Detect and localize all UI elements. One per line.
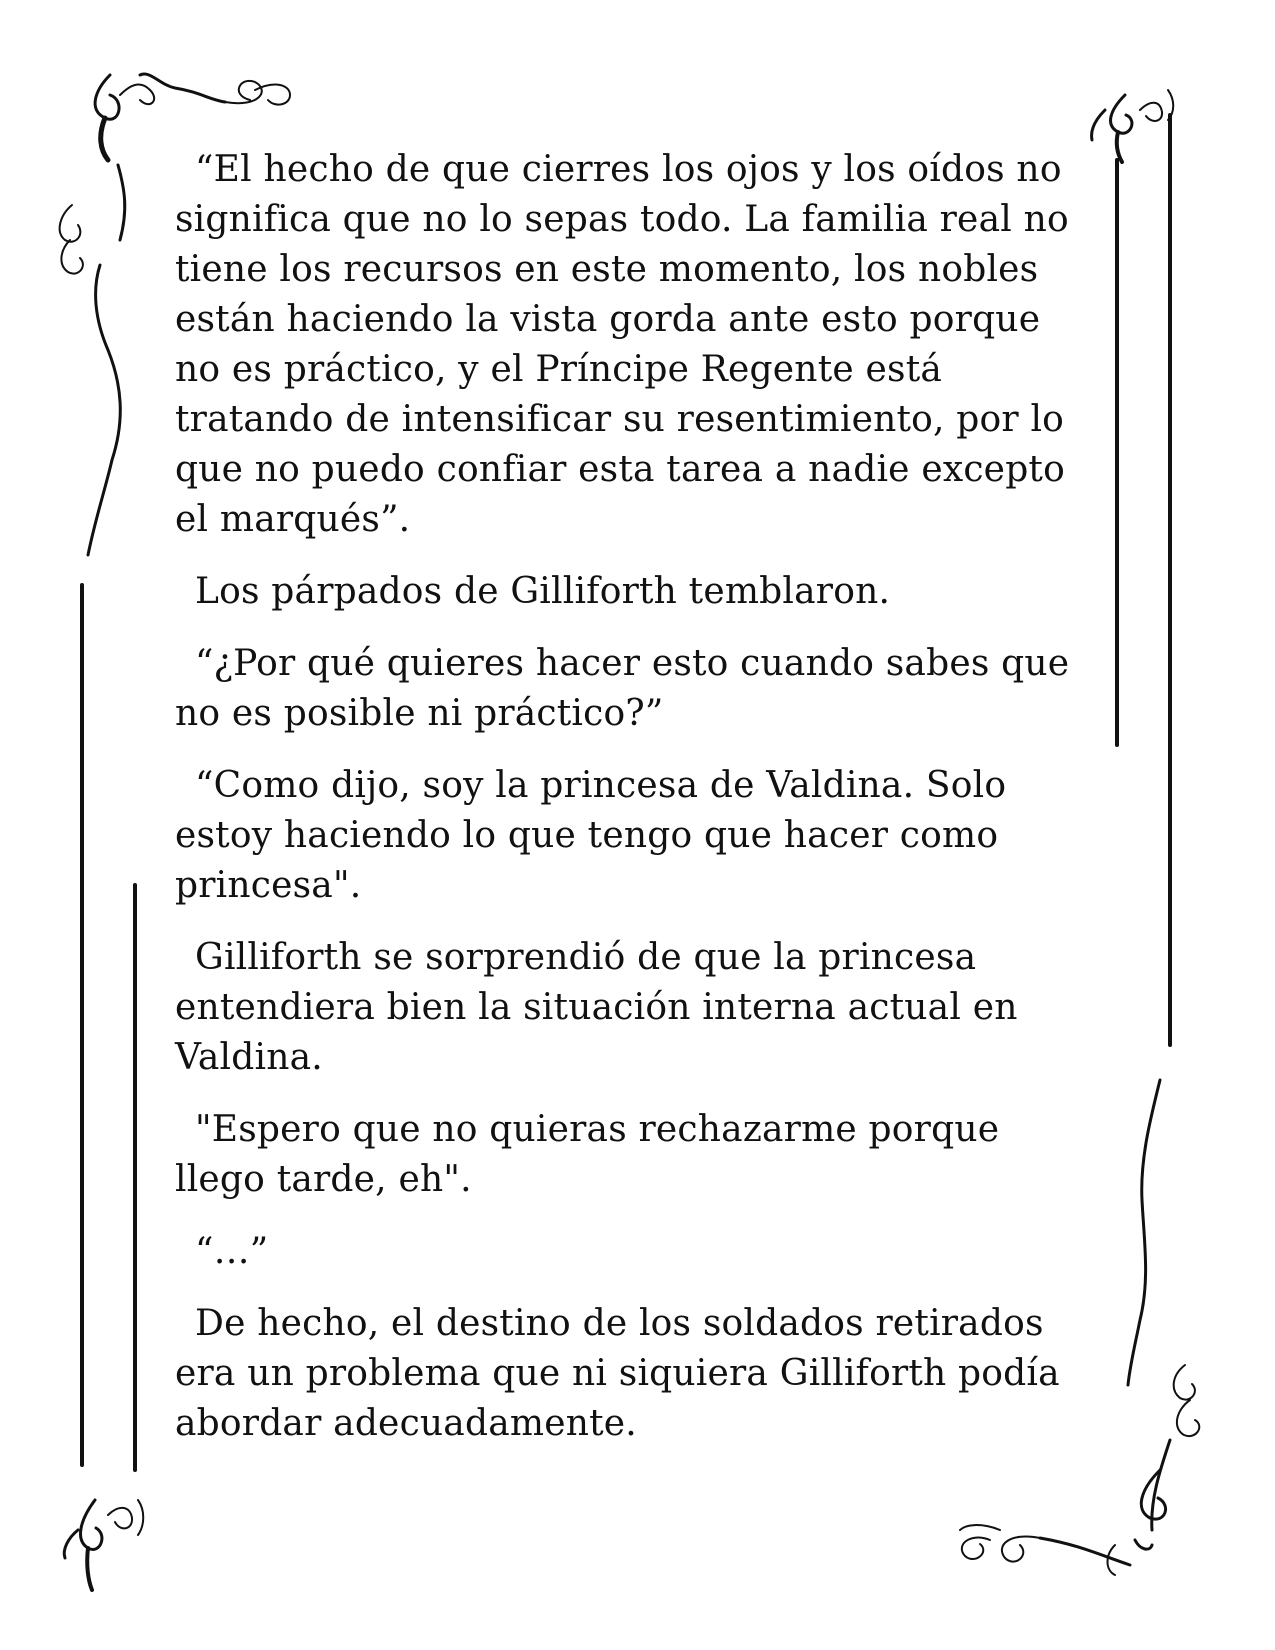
paragraph: "Espero que no quieras rechazarme porque llego tarde, eh". — [175, 1109, 1000, 1200]
top-right-flourish — [1092, 90, 1174, 162]
paragraph: “…” — [195, 1231, 269, 1272]
paragraph: Los párpados de Gilliforth temblaron. — [195, 571, 891, 612]
paragraph: De hecho, el destino de los soldados retirados era un problema que ni siquiera Gilliforth podía abordar adecuadamente. — [175, 1303, 1060, 1444]
paragraph: Gilliforth se sorprendió de que la princesa entendiera bien la situación interna actual en Valdina. — [175, 937, 1018, 1078]
bottom-left-flourish — [64, 1500, 143, 1590]
page-body — [175, 145, 1095, 1471]
paragraph: “El hecho de que cierres los ojos y los oídos no significa que no lo sepas todo. La familia real no tiene los recursos en este momento, los nobles están haciendo la vista gorda ante esto porque no es práctico, y el Príncipe Regente está tratando de intensificar su resentimiento, por lo que no puedo confiar esta tarea a nadie excepto el marqués”. — [175, 149, 1069, 540]
paragraph: “¿Por qué quieres hacer esto cuando sabes que no es posible ni práctico?” — [175, 643, 1070, 734]
paragraph: “Como dijo, soy la princesa de Valdina. Solo estoy haciendo lo que tengo que hacer como princesa". — [175, 765, 1007, 906]
